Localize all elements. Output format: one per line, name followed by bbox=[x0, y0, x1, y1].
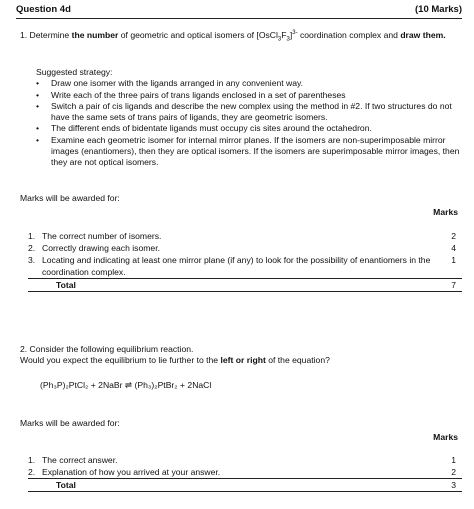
strategy-list bbox=[36, 78, 466, 168]
marks-table-1 bbox=[28, 230, 462, 292]
marks-column-header-1: Marks bbox=[433, 207, 458, 217]
strategy-item: • Write each of the three pairs of trans ligands enclosed in a set of parentheses bbox=[36, 89, 346, 100]
suggested-strategy bbox=[36, 67, 466, 169]
q1-mid2: F bbox=[281, 30, 287, 40]
strategy-item: • Switch a pair of cis ligands and describe the new complex using the method in #2. If two structures do not have the same sets of trans pairs of ligands, they are geometric isomers. bbox=[36, 100, 452, 123]
marks-row: 1. The correct answer. 1 bbox=[28, 455, 456, 465]
q1-bold-number: the number bbox=[71, 30, 119, 40]
equilibrium-equation: (Ph₃P)₂PtCl₂ + 2NaBr ⇌ (Ph₃)₂PtBr₂ + 2NaCl bbox=[40, 380, 212, 390]
marks-total-row: Total 3 bbox=[28, 479, 462, 492]
q1-bold-draw: draw them bbox=[400, 30, 444, 40]
marks-row: 1. The correct number of isomers. 2 bbox=[28, 231, 456, 241]
q2-bold-direction: left or right bbox=[220, 355, 266, 366]
question-total-marks: (10 Marks) bbox=[415, 4, 462, 15]
q1-end: coordination complex and bbox=[297, 30, 401, 40]
marks-column-header-2: Marks bbox=[433, 432, 458, 442]
q1-sub2: 3 bbox=[286, 36, 290, 43]
question-header bbox=[16, 0, 462, 19]
marks-awarded-label-2: Marks will be awarded for: bbox=[20, 418, 120, 428]
marks-row: 2. Explanation of how you arrived at your answer. 2 bbox=[28, 466, 462, 479]
marks-total-row: Total 7 bbox=[28, 279, 462, 292]
bullet-icon: • bbox=[36, 123, 40, 134]
bullet-icon: • bbox=[36, 89, 40, 100]
marks-awarded-label-1: Marks will be awarded for: bbox=[20, 193, 120, 203]
strategy-item: • Examine each geometric isomer for internal mirror planes. If the isomers are non-superimposable mirror images (enantiomers), then they are optical isomers. If the isomers are superimposable mirror images, then they are not optical isomers. bbox=[36, 134, 460, 168]
q1-sub1: 3 bbox=[277, 36, 282, 43]
question-2-intro: 2. Consider the following equilibrium reaction. Would you expect the equilibrium to lie further to the left or right of the equation? bbox=[20, 344, 330, 366]
bullet-icon: • bbox=[36, 100, 40, 111]
q1-period: . bbox=[443, 30, 446, 40]
marks-table-2 bbox=[28, 454, 462, 492]
strategy-item: • The different ends of bidentate ligands must occupy cis sites around the octahedron. bbox=[36, 123, 372, 134]
q1-charge: 3- bbox=[292, 30, 298, 37]
bullet-icon: • bbox=[36, 78, 40, 89]
marks-row: 3. Locating and indicating at least one mirror plane (if any) to look for the possibility of enantiomers in the coordination complex. 1 bbox=[28, 254, 462, 279]
q1-mid: of geometric and optical isomers of [OsCl bbox=[118, 30, 278, 40]
bullet-icon: • bbox=[36, 134, 40, 145]
q1-prefix: 1. Determine bbox=[20, 30, 72, 40]
q1-mid3: ] bbox=[289, 30, 293, 40]
strategy-title: Suggested strategy: bbox=[36, 67, 113, 77]
question-1-text bbox=[20, 30, 465, 41]
question-title: Question 4d bbox=[16, 4, 71, 15]
strategy-item: • Draw one isomer with the ligands arranged in any convenient way. bbox=[36, 78, 304, 89]
marks-row: 2. Correctly drawing each isomer. 4 bbox=[28, 243, 456, 253]
